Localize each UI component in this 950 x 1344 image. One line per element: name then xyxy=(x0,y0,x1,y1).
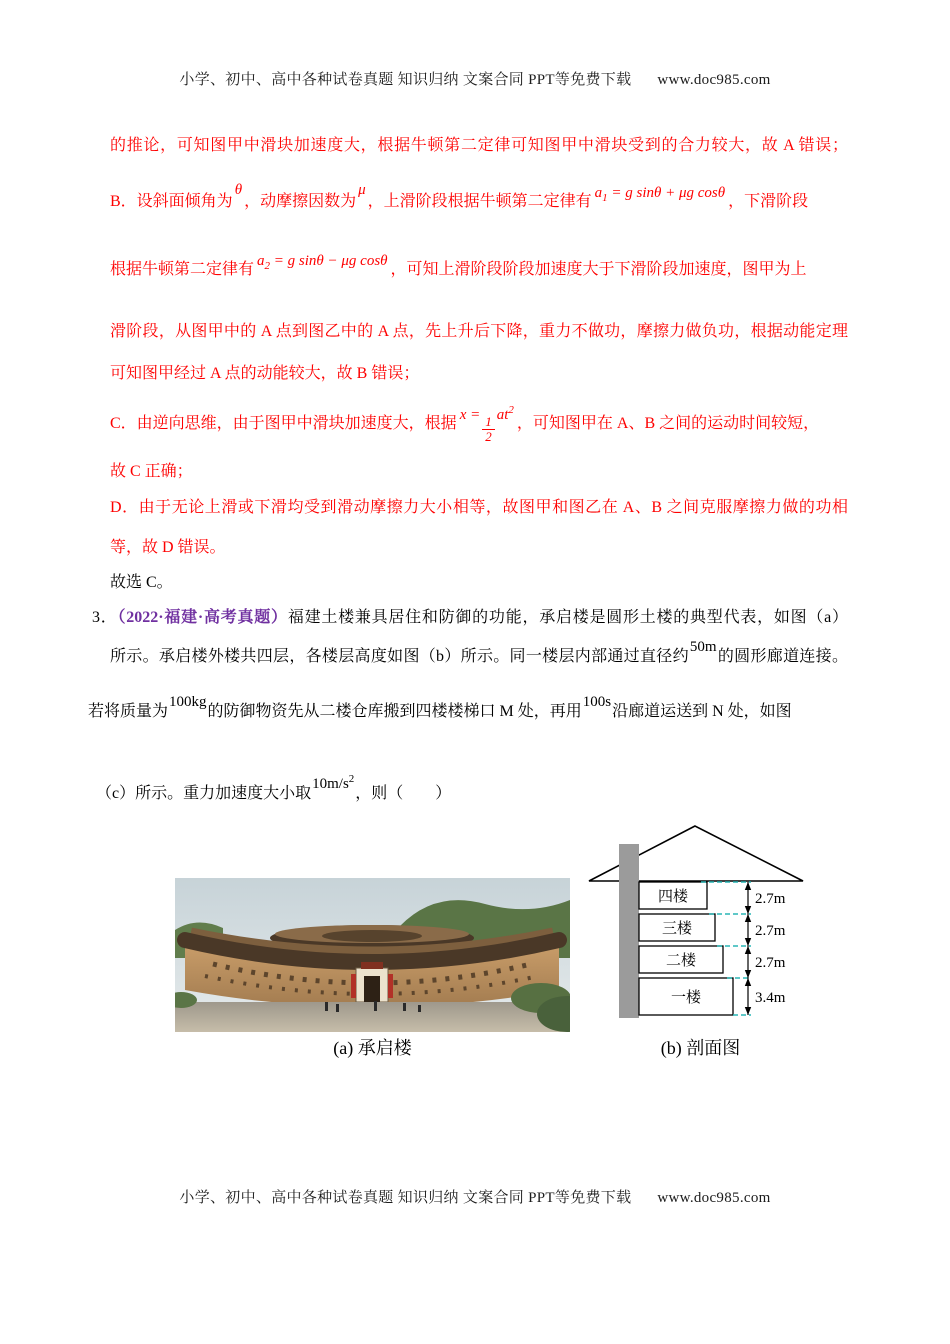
text-run: 根据牛顿第二定律有 xyxy=(110,261,255,278)
photo-ground xyxy=(175,1002,570,1032)
figure-b-section xyxy=(583,824,818,1024)
value-100kg: 100kg xyxy=(169,694,207,710)
header-url[interactable]: www.doc985.com xyxy=(657,72,771,88)
photo-person xyxy=(403,1003,406,1011)
photo-inner-roof-center xyxy=(322,930,422,942)
formula-a2-sub: 2 xyxy=(264,260,271,272)
section-diagram xyxy=(583,824,818,1024)
text-run: 若将质量为 xyxy=(88,703,169,720)
formula-a2-var: a xyxy=(257,253,265,269)
floor-label-2: 二楼 xyxy=(665,953,697,969)
wall-column xyxy=(619,844,639,1018)
fraction-numerator: 1 xyxy=(482,415,495,430)
formula-a1-var: a xyxy=(594,185,603,201)
height-label-4: 2.7m xyxy=(755,891,786,907)
photo-person xyxy=(374,1001,377,1011)
formula-a1-rest: = g sinθ + μg cosθ xyxy=(607,185,726,201)
photo-person xyxy=(418,1005,421,1012)
dimension-labels xyxy=(755,891,786,1006)
height-label-3: 2.7m xyxy=(755,923,786,939)
solution-line-a: 的推论，可知图甲中滑块加速度大，根据牛顿第二定律可知图甲中滑块受到的合力较大，故 A 错误； xyxy=(110,137,848,154)
solution-line-c1 xyxy=(110,406,848,452)
figure-a-caption: (a) 承启楼 xyxy=(333,1038,412,1058)
mu-symbol: μ xyxy=(358,182,366,198)
page-footer xyxy=(0,1186,950,1207)
question-line-3 xyxy=(88,694,848,726)
solution-line-b1 xyxy=(110,182,848,221)
value-gravity-exponent: 2 xyxy=(348,773,355,785)
arrowhead xyxy=(745,938,751,946)
question-line-1 xyxy=(92,604,848,631)
figure-b-caption: (b) 剖面图 xyxy=(660,1038,741,1058)
solution-line-c2: 故 C 正确； xyxy=(110,463,193,480)
text-run: ，动摩擦因数为 xyxy=(244,193,357,210)
arrowhead xyxy=(745,1007,751,1015)
value-100s: 100s xyxy=(582,694,612,710)
text-run: 所示。承启楼外楼共四层，各楼层高度如图（b）所示。同一楼层内部通过直径约 xyxy=(110,648,689,665)
formula-x-exponent: 2 xyxy=(508,404,514,416)
formula-x xyxy=(457,404,517,444)
formula-a2 xyxy=(254,253,391,272)
height-label-2: 2.7m xyxy=(755,955,786,971)
solution-line-b2 xyxy=(110,253,848,289)
solution-line-d2: 等，故 D 错误。 xyxy=(110,539,226,556)
solution-answer: 故选 C。 xyxy=(110,574,173,591)
fraction-one-half xyxy=(482,415,495,443)
formula-a1 xyxy=(592,185,729,204)
footer-info: 小学、初中、高中各种试卷真题 知识归纳 文案合同 PPT等免费下载 xyxy=(179,1190,632,1206)
photo-gate-opening xyxy=(364,976,380,1002)
value-gravity xyxy=(311,773,355,792)
question-source: （2022·福建·高考真题） xyxy=(117,609,288,626)
arrowhead xyxy=(745,978,751,986)
text-run: ，上滑阶段根据牛顿第二定律有 xyxy=(367,193,592,210)
arrowhead xyxy=(745,914,751,922)
text-run: 福建土楼兼具居住和防御的功能，承启楼是圆形土楼的典型代表，如图（a） xyxy=(287,609,848,626)
formula-a1-sub: 1 xyxy=(602,192,608,204)
arrowhead xyxy=(745,906,751,914)
text-run: （c）所示。重力加速度大小取 xyxy=(96,785,312,802)
theta-symbol: θ xyxy=(234,182,243,198)
solution-line-d1: D．由于无论上滑或下滑均受到滑动摩擦力大小相等，故图甲和图乙在 A、B 之间克服摩擦力做的功相 xyxy=(110,499,848,516)
photo-person xyxy=(325,1002,328,1011)
text-run: 的防御物资先从二楼仓库搬到四楼楼梯口 M 处，再用 xyxy=(207,703,582,720)
formula-x-lhs: x = xyxy=(459,407,481,423)
photo-couplet-left xyxy=(351,974,356,998)
text-run: ，可知上滑阶段阶段加速度大于下滑阶段加速度，图甲为上 xyxy=(390,261,807,278)
solution-line-b3: 滑阶段，从图甲中的 A 点到图乙中的 A 点，先上升后下降，重力不做功，摩擦力做负功，根据动能定理 xyxy=(110,323,848,340)
arrowhead xyxy=(745,946,751,954)
floor-label-3: 三楼 xyxy=(661,921,693,937)
floor-label-4: 四楼 xyxy=(657,889,689,905)
photo-couplet-right xyxy=(388,974,393,998)
text-run: B．设斜面倾角为 xyxy=(110,193,233,210)
height-label-1: 3.4m xyxy=(755,990,786,1006)
footer-url[interactable]: www.doc985.com xyxy=(657,1190,771,1206)
tulou-photo xyxy=(175,878,570,1032)
text-run: C．由逆向思维，由于图甲中滑块加速度大，根据 xyxy=(110,415,457,432)
text-run: ，则（ ） xyxy=(355,785,452,802)
question-number: 3． xyxy=(92,609,118,626)
arrowhead xyxy=(745,970,751,978)
fraction-denominator: 2 xyxy=(485,428,492,444)
solution-line-b4: 可知图甲经过 A 点的动能较大，故 B 错误； xyxy=(110,365,420,382)
header-info: 小学、初中、高中各种试卷真题 知识归纳 文案合同 PPT等免费下载 xyxy=(179,72,632,88)
floor-label-1: 一楼 xyxy=(670,990,702,1006)
photo-person xyxy=(336,1004,339,1012)
photo-gate-plaque xyxy=(361,962,383,969)
figure-a-photo xyxy=(175,878,570,1032)
text-run: 沿廊道运送到 N 处，如图 xyxy=(612,703,792,720)
text-run: ，下滑阶段 xyxy=(728,193,809,210)
value-gravity-base: 10m/s xyxy=(312,776,349,792)
arrowhead xyxy=(745,882,751,890)
question-line-2 xyxy=(110,639,848,671)
question-line-4 xyxy=(96,773,848,808)
text-run: ，可知图甲在 A、B 之间的运动时间较短， xyxy=(516,415,820,432)
value-50m: 50m xyxy=(689,639,717,655)
formula-x-var: at xyxy=(496,407,509,423)
text-run: 的圆形廊道连接。 xyxy=(717,648,848,665)
formula-a2-rest: = g sinθ − μg cosθ xyxy=(270,253,388,269)
page-header xyxy=(0,68,950,89)
